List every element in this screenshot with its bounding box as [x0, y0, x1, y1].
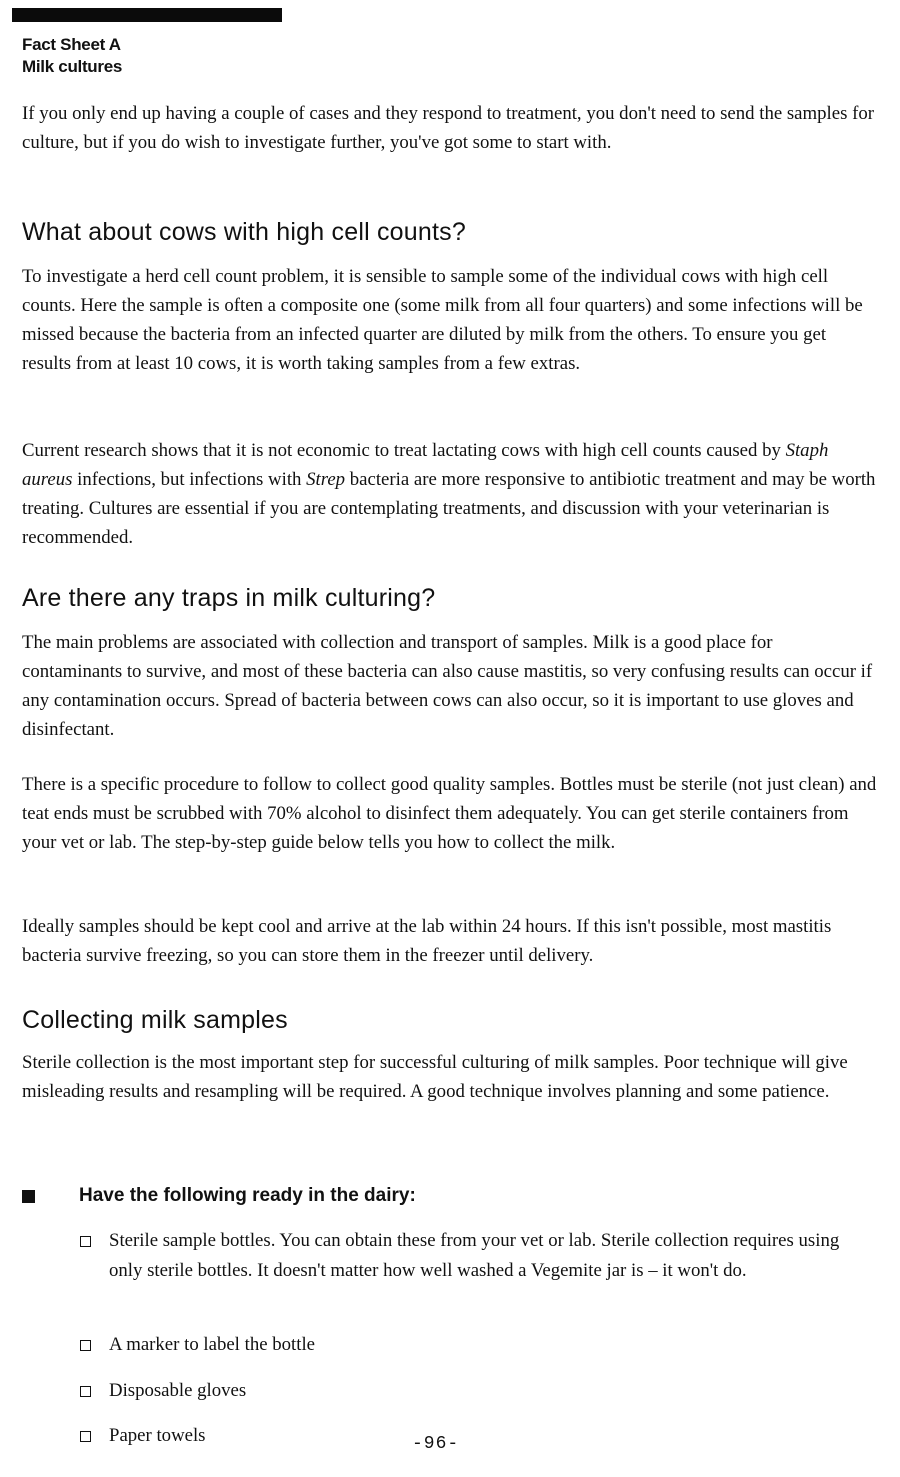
- strep-term: Strep: [306, 469, 346, 490]
- sheet-subtitle: Milk cultures: [22, 57, 123, 76]
- staph-aureus-term: Staph aureus: [22, 440, 829, 490]
- paragraph-specific-procedure: There is a specific procedure to follow to collect good quality samples. Bottles must be sterile (not just clean) and teat ends must be scrubbed with 70% alcohol to disinfect them adequately. You can get sterile containers from your vet or lab. The step-by-step guide below tells you how to collect the milk.: [22, 774, 877, 853]
- checklist-item: [80, 1376, 870, 1406]
- checkbox-icon: [80, 1431, 91, 1442]
- checklist-item-text: Sterile sample bottles. You can obtain these from your vet or lab. Sterile collection requires using only sterile bottles. It doesn't matter how well washed a Vegemite jar is – it won't do.: [109, 1230, 840, 1281]
- checkbox-icon: [80, 1340, 91, 1351]
- checkbox-icon: [80, 1236, 91, 1247]
- sheet-title: [22, 34, 122, 78]
- checklist-item-text: Disposable gloves: [109, 1380, 247, 1401]
- checklist-item: [80, 1226, 870, 1286]
- paragraph-ideally: Ideally samples should be kept cool and arrive at the lab within 24 hours. If this isn't possible, most mastitis bacteria survive freezing, so you can store them in the freezer until delivery.: [22, 916, 832, 966]
- checklist-item-text: A marker to label the bottle: [109, 1334, 316, 1355]
- sheet-label: Fact Sheet A: [22, 35, 121, 54]
- paragraph-herd-cell-count: To investigate a herd cell count problem, it is sensible to sample some of the individual cows with high cell counts. Here the sample is often a composite one (some milk from all four quarters) and some infections will be missed because the bacteria from an infected quarter are diluted by milk from the others. To ensure you get results from at least 10 cows, it is worth taking samples from a few extras.: [22, 266, 863, 374]
- checklist-item-text: Paper towels: [109, 1425, 206, 1446]
- section-heading-traps: Are there any traps in milk culturing?: [22, 584, 436, 612]
- checklist-title: Have the following ready in the dairy:: [79, 1185, 416, 1206]
- checkbox-icon: [80, 1386, 91, 1397]
- square-bullet-icon: [22, 1190, 35, 1203]
- section-heading-high-cell-counts: What about cows with high cell counts?: [22, 218, 466, 246]
- intro-paragraph: If you only end up having a couple of cases and they respond to treatment, you don't need to send the samples for culture, but if you do wish to investigate further, you've got some to start with.: [22, 103, 874, 153]
- paragraph-current-research: Current research shows that it is not economic to treat lactating cows with high cell counts caused by Staph aureus infections, but infections with Strep bacteria are more responsive to antibiotic treatment and may be worth treating. Cultures are essential if you are contemplating treatments, and discussion with your veterinarian is recommended.: [22, 440, 876, 548]
- checklist-item: [80, 1421, 870, 1451]
- header-rule: [12, 8, 282, 22]
- checklist-item: [80, 1330, 870, 1360]
- page-number: -96-: [412, 1434, 460, 1454]
- section-heading-collecting: Collecting milk samples: [22, 1006, 288, 1034]
- paragraph-main-problems: The main problems are associated with collection and transport of samples. Milk is a good place for contaminants to survive, and most of these bacteria can also cause mastitis, so very confusing results can occur if any contamination occurs. Spread of bacteria between cows can also occur, so it is important to use gloves and disinfectant.: [22, 632, 873, 740]
- paragraph-sterile-collection: Sterile collection is the most important step for successful culturing of milk samples. Poor technique will give misleading results and resampling will be required. A good technique involves planning and some patience.: [22, 1052, 848, 1102]
